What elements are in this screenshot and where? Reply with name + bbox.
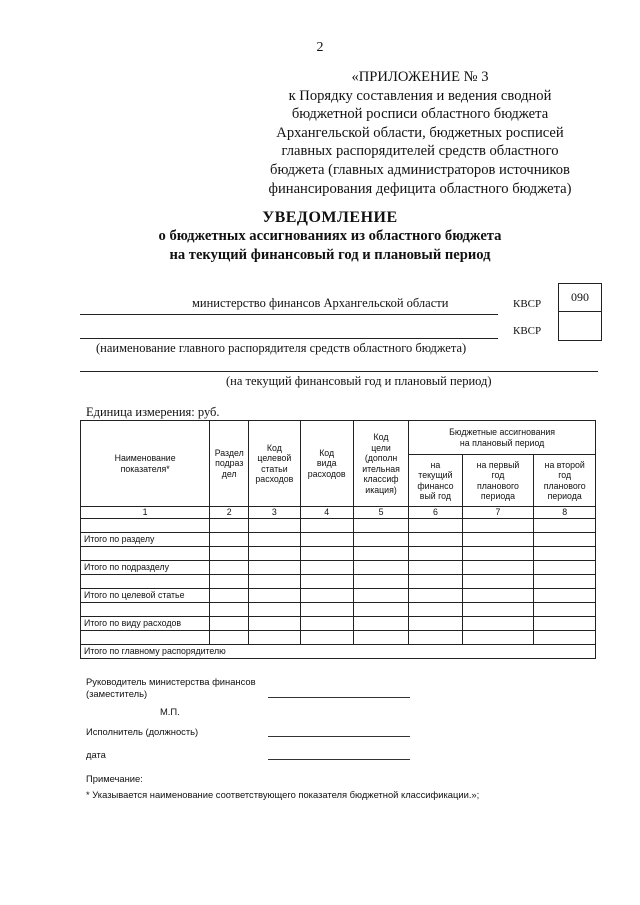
ministry-underline — [80, 314, 498, 315]
kvsr-label-2: КВСР — [513, 325, 542, 337]
period-underline — [80, 371, 598, 372]
total-label: Итого по главному распорядителю — [81, 645, 596, 659]
table-row — [81, 519, 596, 533]
stamp-place: М.П. — [160, 706, 180, 717]
appendix-line: Архангельской области, бюджетных росписей — [276, 124, 564, 141]
kvsr-code-1: 090 — [559, 284, 601, 312]
header-purpose-code: Код цели (дополн ительная классиф икация) — [353, 421, 408, 507]
executor-signature-line — [268, 736, 410, 737]
document-title — [120, 208, 540, 265]
date-label: дата — [86, 749, 106, 760]
kvsr-label-1: КВСР — [513, 298, 542, 310]
header-first-plan-year: на первый год планового периода — [462, 455, 534, 507]
head-signature-label — [86, 676, 256, 700]
ministry-name: министерство финансов Архангельской области — [192, 296, 449, 310]
head-deputy: (заместитель) — [86, 688, 148, 699]
header-indicator-name: Наименование показателя* — [81, 421, 210, 507]
column-number: 1 — [81, 507, 210, 519]
total-label: Итого по разделу — [81, 533, 210, 547]
total-label: Итого по целевой статье — [81, 589, 210, 603]
column-number: 3 — [249, 507, 300, 519]
table-row — [81, 575, 596, 589]
title-line-1: УВЕДОМЛЕНИЕ — [262, 209, 398, 226]
distributor-caption: (наименование главного распорядителя средств областного бюджета) — [96, 341, 467, 355]
appendix-line: бюджетной росписи областного бюджета — [291, 106, 549, 123]
column-number: 4 — [300, 507, 353, 519]
total-label: Итого по виду расходов — [81, 617, 210, 631]
note-heading: Примечание: — [86, 773, 143, 784]
total-row — [81, 589, 596, 603]
table-row — [81, 603, 596, 617]
table-row — [81, 547, 596, 561]
total-label: Итого по подразделу — [81, 561, 210, 575]
column-numbers-row — [81, 507, 596, 519]
appendix-line: бюджета (главных администраторов источников — [270, 161, 570, 178]
column-number: 7 — [462, 507, 534, 519]
allocations-table — [80, 420, 596, 659]
total-row — [81, 561, 596, 575]
kvsr-code-box — [558, 283, 602, 341]
header-budget-allocations: Бюджетные ассигнования на плановый период — [409, 421, 596, 455]
distributor-underline — [80, 338, 498, 339]
appendix-line: «ПРИЛОЖЕНИЕ № 3 — [351, 69, 489, 85]
title-line-3: на текущий финансовый год и плановый период — [169, 247, 491, 263]
unit-of-measure: Единица измерения: руб. — [86, 405, 220, 419]
appendix-header — [250, 68, 590, 198]
column-number: 8 — [534, 507, 596, 519]
total-row — [81, 617, 596, 631]
table-row — [81, 631, 596, 645]
header-section: Раздел подраз дел — [210, 421, 249, 507]
head-signature-line — [268, 697, 410, 698]
column-number: 2 — [210, 507, 249, 519]
page-number: 2 — [316, 40, 324, 55]
header-current-year: на текущий финансо вый год — [409, 455, 462, 507]
title-line-2: о бюджетных ассигнованиях из областного бюджета — [158, 228, 502, 244]
note-text: * Указывается наименование соответствующего показателя бюджетной классификации.»; — [86, 789, 480, 800]
header-target-code: Код целевой статьи расходов — [249, 421, 300, 507]
appendix-line: финансирования дефицита областного бюджета) — [268, 180, 572, 197]
header-second-plan-year: на второй год планового периода — [534, 455, 596, 507]
appendix-line: к Порядку составления и ведения сводной — [288, 87, 552, 104]
total-row — [81, 533, 596, 547]
header-expense-type-code: Код вида расходов — [300, 421, 353, 507]
column-number: 5 — [353, 507, 408, 519]
appendix-line: главных распорядителей средств областного — [281, 143, 559, 160]
head-title: Руководитель министерства финансов — [86, 676, 256, 687]
executor-label: Исполнитель (должность) — [86, 726, 199, 737]
column-number: 6 — [409, 507, 462, 519]
period-caption: (на текущий финансовый год и плановый период) — [226, 374, 492, 388]
total-row — [81, 645, 596, 659]
date-line — [268, 759, 410, 760]
kvsr-code-2 — [559, 312, 601, 339]
